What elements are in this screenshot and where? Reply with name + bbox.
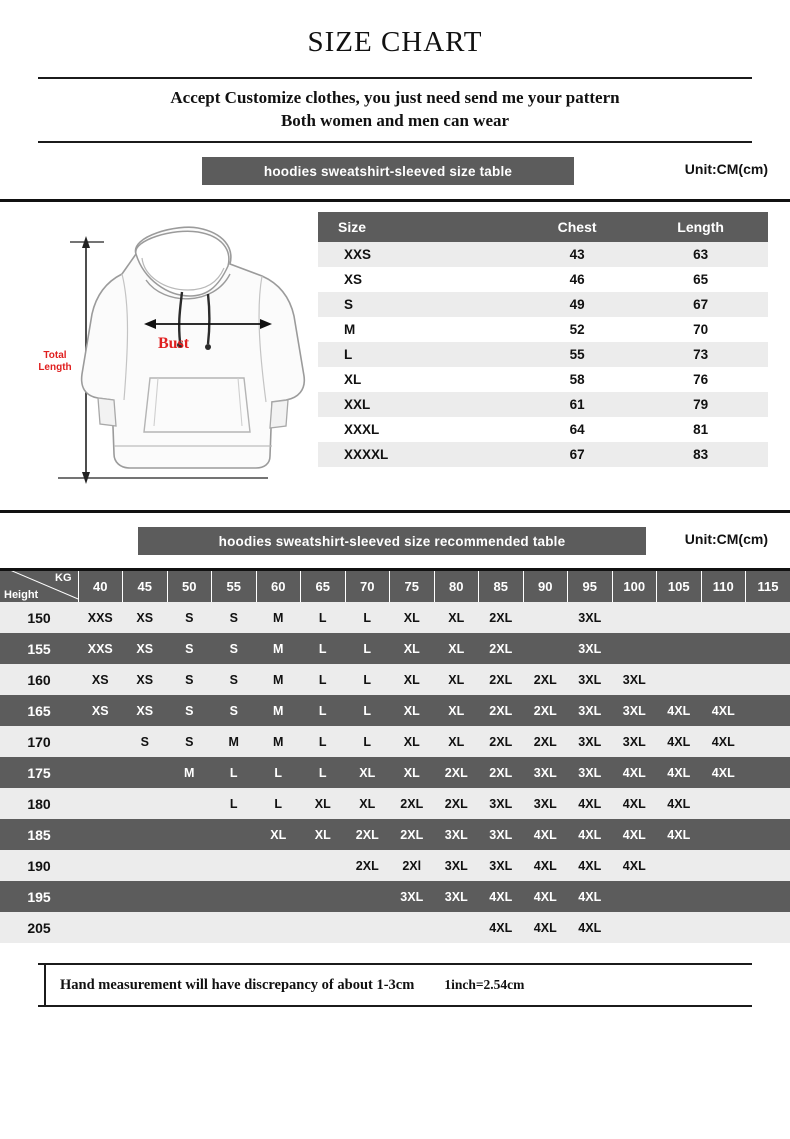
cell	[612, 633, 657, 664]
cell: 4XL	[568, 819, 613, 850]
cell: S	[123, 726, 168, 757]
table-row	[0, 633, 790, 664]
intro-line-1: Accept Customize clothes, you just need send me your pattern	[54, 86, 736, 109]
cell-length: 79	[633, 392, 768, 417]
table-row	[0, 881, 790, 912]
cell-size: XXXL	[318, 417, 521, 442]
cell	[657, 633, 702, 664]
cell-size: S	[318, 292, 521, 317]
cell: XS	[123, 633, 168, 664]
cell: S	[167, 695, 212, 726]
cell	[701, 633, 746, 664]
footer-note-block	[38, 963, 752, 1007]
weight-col-85: 85	[479, 571, 524, 602]
cell: 4XL	[479, 881, 524, 912]
cell: 3XL	[568, 695, 613, 726]
cell	[256, 912, 301, 943]
cell	[167, 788, 212, 819]
cell-chest: 55	[521, 342, 633, 367]
cell: S	[212, 664, 257, 695]
cell	[701, 602, 746, 633]
cell	[212, 912, 257, 943]
table-row	[0, 788, 790, 819]
cell	[657, 850, 702, 881]
cell: 2XL	[434, 757, 479, 788]
row-height: 185	[0, 819, 78, 850]
cell: 4XL	[657, 695, 702, 726]
top-area	[0, 202, 790, 500]
cell: L	[212, 757, 257, 788]
cell	[212, 881, 257, 912]
cell: 4XL	[657, 757, 702, 788]
table-row	[0, 664, 790, 695]
cell: 3XL	[568, 757, 613, 788]
cell: 3XL	[612, 726, 657, 757]
cell	[301, 912, 346, 943]
table-row	[318, 392, 768, 417]
weight-col-75: 75	[390, 571, 435, 602]
cell	[78, 850, 123, 881]
cell: M	[256, 695, 301, 726]
cell: 2XL	[523, 664, 568, 695]
cell	[701, 664, 746, 695]
cell: L	[301, 633, 346, 664]
cell: 4XL	[612, 819, 657, 850]
cell-chest: 58	[521, 367, 633, 392]
cell: 2XL	[434, 788, 479, 819]
size-table-col-chest: Chest	[521, 212, 633, 242]
cell	[746, 664, 790, 695]
section-2-bar-label: hoodies sweatshirt-sleeved size recommended table	[138, 527, 646, 555]
table-row	[0, 912, 790, 943]
cell	[746, 850, 790, 881]
row-height: 165	[0, 695, 78, 726]
row-height: 170	[0, 726, 78, 757]
cell: XL	[390, 664, 435, 695]
cell	[657, 664, 702, 695]
cell: 3XL	[479, 850, 524, 881]
cell-size: XL	[318, 367, 521, 392]
table-row	[0, 726, 790, 757]
cell-length: 63	[633, 242, 768, 267]
cell: L	[345, 695, 390, 726]
corner-kg-label: KG	[55, 572, 72, 584]
section-1-bar-label: hoodies sweatshirt-sleeved size table	[202, 157, 574, 185]
cell-size: XXL	[318, 392, 521, 417]
table-row	[318, 342, 768, 367]
cell	[301, 881, 346, 912]
cell: 4XL	[523, 819, 568, 850]
cell	[746, 602, 790, 633]
cell-length: 81	[633, 417, 768, 442]
cell: 2XL	[345, 819, 390, 850]
cell: XL	[390, 757, 435, 788]
cell	[123, 819, 168, 850]
cell	[78, 788, 123, 819]
cell: S	[167, 726, 212, 757]
cell: XS	[78, 695, 123, 726]
cell: M	[256, 726, 301, 757]
cell: 3XL	[434, 881, 479, 912]
cell: 4XL	[612, 757, 657, 788]
cell	[167, 850, 212, 881]
cell	[701, 912, 746, 943]
corner-height-label: Height	[4, 589, 38, 601]
cell-chest: 67	[521, 442, 633, 467]
cell-length: 76	[633, 367, 768, 392]
cell-length: 70	[633, 317, 768, 342]
cell: 3XL	[612, 664, 657, 695]
cell: XL	[434, 633, 479, 664]
cell: 2XL	[390, 819, 435, 850]
cell: 4XL	[657, 819, 702, 850]
cell: XL	[345, 757, 390, 788]
cell: 4XL	[701, 726, 746, 757]
cell: 4XL	[612, 850, 657, 881]
cell: 3XL	[568, 633, 613, 664]
table-row	[0, 850, 790, 881]
intro-line-2: Both women and men can wear	[54, 109, 736, 132]
cell: XL	[301, 788, 346, 819]
cell	[657, 912, 702, 943]
size-table	[318, 212, 768, 467]
cell: XXS	[78, 602, 123, 633]
cell: 4XL	[568, 912, 613, 943]
cell: 4XL	[657, 726, 702, 757]
weight-col-70: 70	[345, 571, 390, 602]
cell: S	[167, 633, 212, 664]
cell	[78, 726, 123, 757]
row-height: 150	[0, 602, 78, 633]
weight-col-90: 90	[523, 571, 568, 602]
section-2-unit: Unit:CM(cm)	[685, 531, 768, 547]
cell	[78, 881, 123, 912]
weight-col-50: 50	[167, 571, 212, 602]
axis-corner-cell	[0, 571, 78, 602]
cell-size: M	[318, 317, 521, 342]
cell	[78, 757, 123, 788]
cell: 4XL	[523, 912, 568, 943]
cell: XL	[390, 633, 435, 664]
size-table-col-size: Size	[318, 212, 521, 242]
cell: XL	[345, 788, 390, 819]
cell: 2XL	[479, 633, 524, 664]
cell-length: 73	[633, 342, 768, 367]
cell: 4XL	[479, 912, 524, 943]
cell: XL	[390, 726, 435, 757]
cell: XS	[123, 602, 168, 633]
cell: S	[167, 664, 212, 695]
section-1-header	[0, 157, 790, 185]
cell	[701, 819, 746, 850]
cell	[167, 881, 212, 912]
hoodie-figure	[18, 210, 318, 500]
cell: XL	[434, 664, 479, 695]
table-row	[0, 819, 790, 850]
cell: 4XL	[657, 788, 702, 819]
cell: S	[212, 633, 257, 664]
cell: 3XL	[612, 695, 657, 726]
cell	[612, 602, 657, 633]
cell: L	[301, 602, 346, 633]
table-row	[318, 317, 768, 342]
cell: 4XL	[701, 695, 746, 726]
size-table-col-length: Length	[633, 212, 768, 242]
cell: 2XL	[523, 726, 568, 757]
cell: L	[301, 664, 346, 695]
cell	[746, 788, 790, 819]
cell	[345, 912, 390, 943]
cell: 3XL	[479, 788, 524, 819]
measurement-note: Hand measurement will have discrepancy of about 1-3cm	[60, 977, 414, 994]
cell-chest: 43	[521, 242, 633, 267]
row-height: 180	[0, 788, 78, 819]
cell: 3XL	[568, 726, 613, 757]
cell	[123, 757, 168, 788]
cell: 2XL	[479, 695, 524, 726]
cell-chest: 61	[521, 392, 633, 417]
cell-size: L	[318, 342, 521, 367]
cell	[167, 819, 212, 850]
section-2-header	[0, 527, 790, 555]
cell	[167, 912, 212, 943]
cell: 4XL	[568, 850, 613, 881]
cell	[256, 850, 301, 881]
cell: M	[212, 726, 257, 757]
page-title: SIZE CHART	[0, 26, 790, 59]
inch-conversion-note: 1inch=2.54cm	[444, 977, 524, 993]
cell	[523, 602, 568, 633]
cell: 2XL	[390, 788, 435, 819]
cell	[701, 850, 746, 881]
cell: L	[301, 695, 346, 726]
cell: M	[256, 602, 301, 633]
cell: 4XL	[701, 757, 746, 788]
cell	[390, 912, 435, 943]
cell: 3XL	[390, 881, 435, 912]
cell: 2XL	[479, 602, 524, 633]
cell-size: XS	[318, 267, 521, 292]
cell-length: 67	[633, 292, 768, 317]
cell	[612, 881, 657, 912]
cell: XL	[301, 819, 346, 850]
weight-col-40: 40	[78, 571, 123, 602]
total-length-label: Total Length	[32, 350, 78, 374]
row-height: 155	[0, 633, 78, 664]
table-row	[0, 695, 790, 726]
cell: 2XL	[523, 695, 568, 726]
cell	[701, 788, 746, 819]
cell: M	[256, 664, 301, 695]
cell: 4XL	[523, 850, 568, 881]
section-1-unit: Unit:CM(cm)	[685, 161, 768, 177]
table-row	[318, 442, 768, 467]
cell	[746, 881, 790, 912]
cell-chest: 64	[521, 417, 633, 442]
cell: L	[345, 726, 390, 757]
cell-chest: 46	[521, 267, 633, 292]
cell	[523, 633, 568, 664]
cell: L	[345, 633, 390, 664]
cell	[701, 881, 746, 912]
cell	[212, 819, 257, 850]
cell	[746, 912, 790, 943]
divider-mid	[0, 510, 790, 513]
cell: L	[301, 726, 346, 757]
cell: M	[167, 757, 212, 788]
cell-size: XXS	[318, 242, 521, 267]
cell: XL	[434, 602, 479, 633]
cell: 2XL	[479, 664, 524, 695]
weight-col-115: 115	[746, 571, 790, 602]
weight-col-60: 60	[256, 571, 301, 602]
rec-header-row	[0, 571, 790, 602]
cell: L	[256, 757, 301, 788]
cell: 2Xl	[390, 850, 435, 881]
cell: 3XL	[568, 602, 613, 633]
intro-text	[50, 79, 740, 141]
table-row	[0, 602, 790, 633]
cell: S	[212, 695, 257, 726]
weight-col-80: 80	[434, 571, 479, 602]
cell: XS	[123, 695, 168, 726]
row-height: 160	[0, 664, 78, 695]
size-table-header-row	[318, 212, 768, 242]
rec-body	[0, 602, 790, 943]
cell	[746, 633, 790, 664]
cell	[256, 881, 301, 912]
cell	[123, 850, 168, 881]
recommendation-table	[0, 571, 790, 943]
table-row	[318, 367, 768, 392]
cell	[746, 757, 790, 788]
cell: 3XL	[523, 788, 568, 819]
intro-block	[38, 77, 752, 143]
cell	[746, 695, 790, 726]
cell: 4XL	[523, 881, 568, 912]
table-row	[0, 757, 790, 788]
cell	[123, 788, 168, 819]
cell: XL	[390, 695, 435, 726]
cell	[301, 850, 346, 881]
cell-chest: 49	[521, 292, 633, 317]
cell: 3XL	[434, 850, 479, 881]
bust-label: Bust	[158, 335, 189, 353]
cell: 2XL	[345, 850, 390, 881]
recommendation-table-wrap	[0, 571, 790, 943]
cell	[345, 881, 390, 912]
cell: L	[345, 602, 390, 633]
cell	[746, 726, 790, 757]
weight-col-110: 110	[701, 571, 746, 602]
cell: M	[256, 633, 301, 664]
weight-col-100: 100	[612, 571, 657, 602]
row-height: 205	[0, 912, 78, 943]
cell: 2XL	[479, 726, 524, 757]
cell: 2XL	[479, 757, 524, 788]
cell: 3XL	[568, 664, 613, 695]
cell	[123, 912, 168, 943]
cell-length: 65	[633, 267, 768, 292]
cell	[657, 881, 702, 912]
cell: XL	[390, 602, 435, 633]
cell: XL	[434, 726, 479, 757]
cell-size: XXXXL	[318, 442, 521, 467]
cell: XXS	[78, 633, 123, 664]
cell	[612, 912, 657, 943]
cell: 3XL	[479, 819, 524, 850]
cell: L	[256, 788, 301, 819]
cell: 4XL	[568, 788, 613, 819]
cell: 3XL	[523, 757, 568, 788]
weight-col-45: 45	[123, 571, 168, 602]
cell-length: 83	[633, 442, 768, 467]
cell: S	[167, 602, 212, 633]
weight-col-65: 65	[301, 571, 346, 602]
cell: L	[301, 757, 346, 788]
cell	[123, 881, 168, 912]
cell	[657, 602, 702, 633]
cell: 4XL	[568, 881, 613, 912]
cell-chest: 52	[521, 317, 633, 342]
table-row	[318, 417, 768, 442]
cell	[78, 912, 123, 943]
cell	[212, 850, 257, 881]
cell	[78, 819, 123, 850]
cell: XL	[256, 819, 301, 850]
weight-col-55: 55	[212, 571, 257, 602]
cell: S	[212, 602, 257, 633]
size-table-body	[318, 242, 768, 467]
cell: 4XL	[612, 788, 657, 819]
cell: XS	[78, 664, 123, 695]
table-row	[318, 292, 768, 317]
cell	[746, 819, 790, 850]
cell: XS	[123, 664, 168, 695]
row-height: 195	[0, 881, 78, 912]
cell: L	[212, 788, 257, 819]
cell	[434, 912, 479, 943]
weight-col-105: 105	[657, 571, 702, 602]
row-height: 190	[0, 850, 78, 881]
row-height: 175	[0, 757, 78, 788]
cell: L	[345, 664, 390, 695]
cell: 3XL	[434, 819, 479, 850]
table-row	[318, 242, 768, 267]
footer-note-inner	[38, 965, 752, 1005]
cell: XL	[434, 695, 479, 726]
table-row	[318, 267, 768, 292]
weight-col-95: 95	[568, 571, 613, 602]
